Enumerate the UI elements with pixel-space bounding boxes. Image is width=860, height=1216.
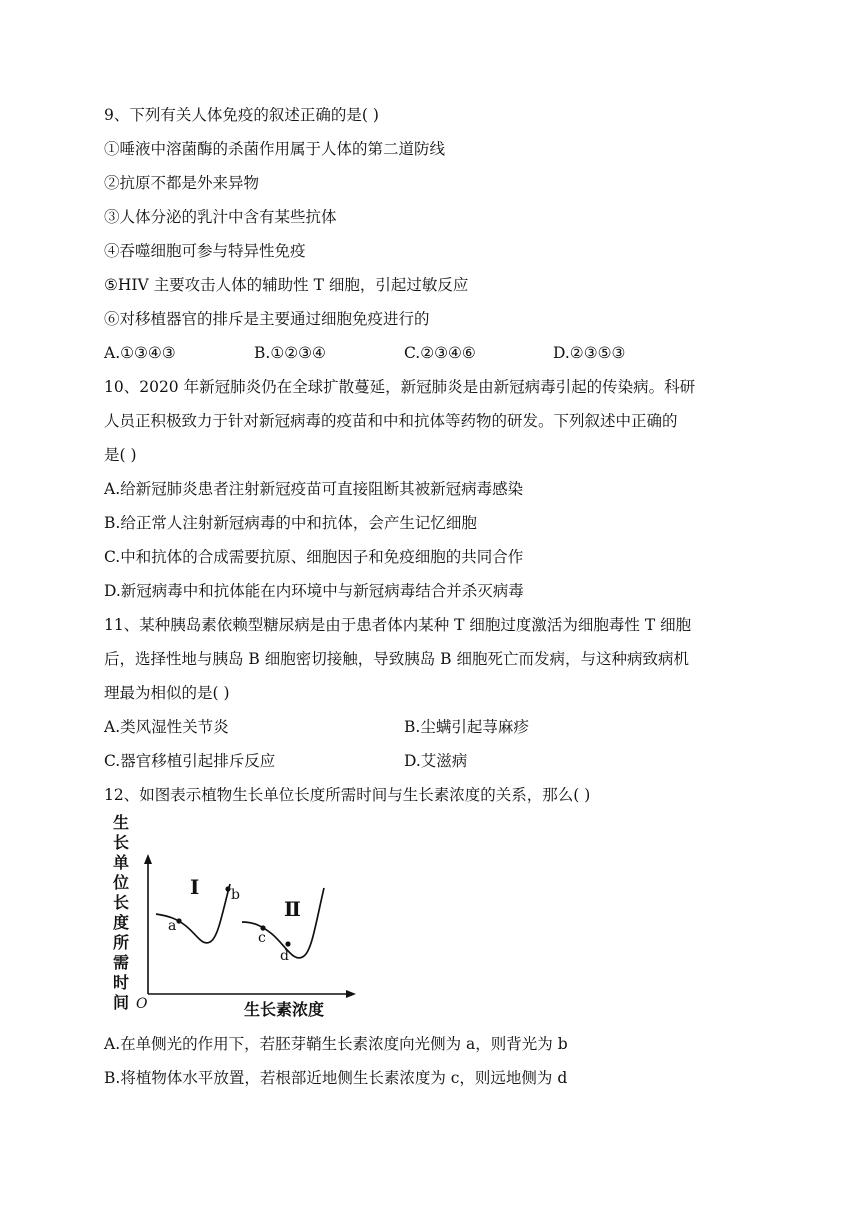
q11-stem-line-3: 理最为相似的是( ) [104,684,230,702]
point-a [176,918,181,923]
q9-option-b: B.①②③④ [254,344,326,362]
q9-item-6: ⑥对移植器官的排斥是主要通过细胞免疫进行的 [104,310,430,328]
q10-option-a: A.给新冠肺炎患者注射新冠疫苗可直接阻断其被新冠病毒感染 [104,480,524,498]
y-axis-char: 单 [113,853,130,872]
q11-option-c: C.器官移植引起排斥反应 [104,752,276,770]
q11-option-a: A.类风湿性关节炎 [104,718,229,736]
y-axis-char: 长 [113,893,130,912]
q12-option-a: A.在单侧光的作用下，若胚芽鞘生长素浓度向光侧为 a，则背光为 b [104,1035,568,1053]
y-axis-char: 需 [113,953,130,972]
y-axis-char: 位 [113,873,130,892]
y-axis-arrow [144,854,152,864]
y-axis-char: 生 [113,813,130,832]
point-a-label: a [168,918,177,934]
point-b-label: b [231,887,240,903]
point-c-label: c [258,930,266,946]
point-d [285,941,290,946]
y-axis-char: 所 [113,933,130,952]
q9-item-5: ⑤HIV 主要攻击人体的辅助性 T 细胞，引起过敏反应 [104,276,469,294]
q9-option-c: C.②③④⑥ [404,344,476,362]
y-axis-char: 间 [113,993,130,1012]
y-axis-label [112,813,129,1012]
q12-option-b: B.将植物体水平放置，若根部近地侧生长素浓度为 c，则远地侧为 d [104,1069,568,1087]
curve-i-label: Ⅰ [190,875,200,899]
q11-option-b: B.尘螨引起荨麻疹 [404,718,529,736]
y-axis-char: 时 [113,973,130,992]
y-axis-char: 度 [113,913,130,932]
q12-figure [104,808,364,1026]
q11-stem-line-2: 后，选择性地与胰岛 B 细胞密切接触，导致胰岛 B 细胞死亡而发病，与这种病致病机 [104,650,689,668]
x-axis-label: 生长素浓度 [244,1000,325,1019]
y-axis-char: 长 [113,833,130,852]
q10-option-c: C.中和抗体的合成需要抗原、细胞因子和免疫细胞的共同合作 [104,548,524,566]
point-d-label: d [280,948,289,964]
q9-item-4: ④吞噬细胞可参与特异性免疫 [104,242,306,260]
q11-option-d: D.艾滋病 [404,752,468,770]
q12-stem: 12、如图表示植物生长单位长度所需时间与生长素浓度的关系，那么( ) [104,786,591,804]
origin-label: O [136,996,148,1012]
q9-stem: 9、下列有关人体免疫的叙述正确的是( ) [104,106,379,124]
q9-item-2: ②抗原不都是外来异物 [104,174,260,192]
q10-stem-line-3: 是( ) [104,446,137,464]
q10-option-d: D.新冠病毒中和抗体能在内环境中与新冠病毒结合并杀灭病毒 [104,582,524,600]
q9-item-1: ①唾液中溶菌酶的杀菌作用属于人体的第二道防线 [104,140,446,158]
q10-stem-line-2: 人员正积极致力于针对新冠病毒的疫苗和中和抗体等药物的研发。下列叙述中正确的 [104,412,678,430]
q9-option-a: A.①③④③ [104,344,176,362]
q10-stem-line-1: 10、2020 年新冠肺炎仍在全球扩散蔓延，新冠肺炎是由新冠病毒引起的传染病。科研 [104,378,696,396]
curve-ii-label: Ⅱ [284,897,301,921]
x-axis-arrow [346,990,356,998]
q11-stem-line-1: 11、某种胰岛素依赖型糖尿病是由于患者体内某种 T 细胞过度激活为细胞毒性 T 细胞 [104,616,692,634]
growth-time-diagram [104,808,364,1026]
q9-option-d: D.②③⑤③ [553,344,626,362]
q9-item-3: ③人体分泌的乳汁中含有某些抗体 [104,208,337,226]
q10-option-b: B.给正常人注射新冠病毒的中和抗体，会产生记忆细胞 [104,514,477,532]
point-b [225,886,230,891]
